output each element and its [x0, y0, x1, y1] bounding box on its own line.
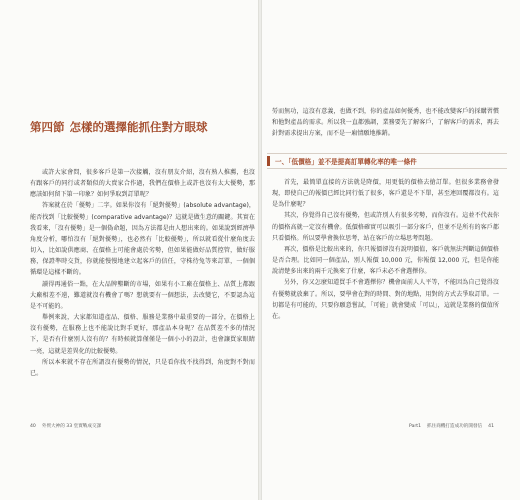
section-accent-bar [267, 156, 270, 166]
book-title: 外貿大神的 33 堂實戰成交課 [41, 424, 102, 429]
left-footer [30, 423, 107, 429]
right-page [262, 0, 520, 500]
paragraph: 勞而無功，這沒有意義，也做不到，你的產品如何優秀，也不能改變客戶的採購習慣和他對產品的需求。所以我一直都強調，業務要先了解客戶，了解客戶的需求，再去針對需求提出方案，而不是一廂情願地推銷。 [272, 108, 499, 138]
part-title: 抓住商機打造成功的開發信 [427, 424, 483, 429]
section-heading [267, 153, 507, 169]
right-top-text [272, 106, 499, 139]
paragraph: 其次，你覺得自己沒有優勢，但或許別人有很多劣勢，而你沒有。這並不代表你的價格高就一定沒有機會。低價格確實可以吸引一部分客戶，但並不是所有的客戶都只看價格。所以要學會換位思考，站在客戶的立場思考問題。 [272, 212, 499, 242]
part-label: Part1 [409, 424, 421, 429]
chapter-number: 第四節 [30, 120, 65, 134]
section-heading-label: 一、「低價格」並不是提高訂單轉化率的唯一條件 [275, 158, 417, 166]
paragraph: 首先，最簡單直接的方法就是降價，用更低的價格去搶訂單。但很多業務會發現，即使自己的報價已經比同行低了很多，客戶還是不下單，甚至連回覆都沒有。這是為什麼呢？ [272, 179, 499, 209]
right-footer [403, 423, 494, 429]
paragraph: 答案就在於「優勢」二字。如果你沒有「絕對優勢」(absolute advantage)，能否找到「比較優勢」(comparative advantage)？這就是做生意的關鍵。其實在我看來，「沒有優勢」是一個偽命題，因為方法都是由人想出來的。如果說到經濟學角度分析，哪怕沒有「絕對優勢」，也必然有「比較優勢」，所以就看從什麼角度去切入，比如說供應商、在價格上可能會處於劣勢，但如果能做好品質控管，做好服務，保證準時交貨，你就能慢慢地建立起客戶的信任，守株待兔等來訂單，一個個循環是這樣不斷的。 [30, 202, 255, 277]
paragraph: 所以本來就不存在所謂沒有優勢的情況，只是看你找不找得到，角度對不對而已。 [30, 358, 255, 377]
chapter-heading [30, 119, 255, 135]
right-body-text [272, 177, 499, 322]
page-number: 41 [488, 424, 494, 429]
left-page [0, 0, 258, 500]
chapter-title: 怎樣的選擇能抓住對方眼球 [69, 120, 208, 134]
paragraph: 或許大家會問，很多客戶是第一次接觸，沒有朋友介紹，沒有熟人推薦，也沒有跟客戶的同行或者類似的大賣家合作過，我們在價格上或許也沒有太大優勢，那應該如何留下第一印象？如何爭取到訂單呢？ [30, 169, 255, 199]
page-number: 40 [30, 424, 36, 429]
paragraph: 另外，你又怎麼知道買手不會選擇你？機會面前人人平等，不能因為自己覺得沒有優勢就放棄了。所以，要學會在對的時間、對的地點，用對的方式去爭取訂單。一切都是有可能的，只要你願意嘗試，「可能」就會變成「可以」，這就是業務的價值所在。 [272, 279, 499, 320]
paragraph: 讀得再通俗一點，在大品牌壟斷的市場，如果有小工廠在價格上、品質上都跟大廠相差不遠，難道就沒有機會了嗎？想就要有一個想法，去改變它，不要認為這是不可能的。 [30, 280, 255, 310]
paragraph: 再次，價格是比較出來的，你只報價卻沒有說明價值，客戶就無法判斷這個價格是否合理。比如同一個產品，別人報價 10,000 元，你報價 12,000 元，但是你能說清楚多出來的兩千元換來了什麼，客戶未必不會選擇你。 [272, 245, 499, 276]
left-body-text [30, 167, 255, 379]
paragraph: 舉例來說，大家都知道產品、價格、服務是業務中最重要的一部分，在價格上沒有優勢，在服務上也不能說比對手更好，那產品本身呢？在品質差不多的情況下，是否有什麼別人沒有的？有時候就算僅僅是一個小小的設計，也會讓買家眼睛一亮，這就是差異化的比較優勢。 [30, 314, 255, 355]
